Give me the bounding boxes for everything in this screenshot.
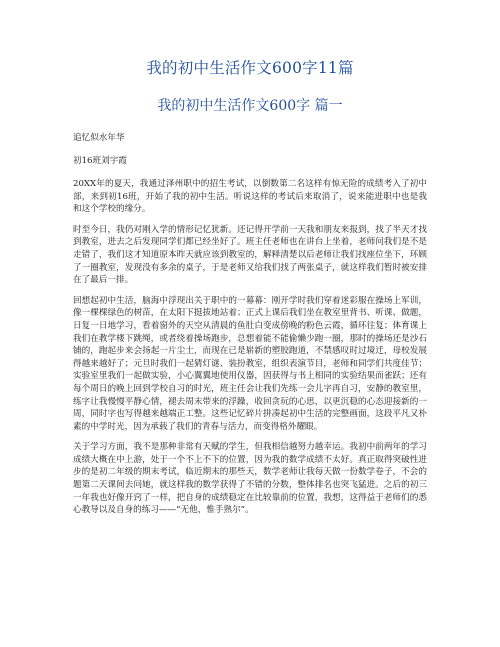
paragraph-2: 时至今日，我仍对刚入学的情形记忆犹新。还记得开学前一天我和朋友来报到，找了半天才找到教室，进去之后发现同学们都已经坐好了。班主任老师也在讲台上坐着，老师问我们是不是走错了，我们这才知道原本昨天就应该到教室的，解释清楚以后老师让我们找座位坐下，环顾了一圈教室，发现没有多余的桌子，于是老师又给我们找了两张桌子，就这样我们暂时被安排在了最后一排。 — [73, 224, 427, 286]
paragraph-3: 回想起初中生活，脑海中浮现出关于职中的一幕幕：刚开学时我们穿着迷彩服在操场上军训，像一棵棵绿色的树苗，在太阳下挺拔地站着；正式上课后我们坐在教室里背书、听课、做题，日复一日地学习，看着窗外的天空从清晨的鱼肚白变成傍晚的粉色云霞，循环往复；体育课上我们在教学楼下跳绳，或者绕着操场跑步，总想着能不能偷懒少跑一圈，那时的操场还是沙石铺的，跑起步来会扬起一片尘土，而现在已是崭新的塑胶跑道，不禁感叹时过境迁，母校发展得越来越好了；元旦时我们一起猜灯谜、装扮教室，组织表演节目，老师和同学们共度佳节；实验室里我们一起做实验，小心翼翼地使用仪器，因获得与书上相同的实验结果而雀跃；还有每个周日的晚上回到学校自习的时光，班主任会让我们先练一会儿字再自习，安静的教室里，练字让我慢慢平静心情，褪去周末带来的浮躁，收回贪玩的心思，以更沉稳的心态迎接新的一周，同时字也写得越来越端正工整。这些记忆碎片拼凑起初中生活的完整画面，这段平凡又朴素的中学时光，因为承载了我们的青春与活力，而变得格外耀眼。 — [73, 295, 427, 432]
paragraph-1: 20XX年的夏天，我通过泽州职中的招生考试，以倒数第二名这样有惊无险的成绩考入了初中部，来到初16班，开始了我的初中生活。听说这样的考试后来取消了，说来能进职中也是我和这个学校的缘分。 — [73, 179, 427, 215]
document-title: 我的初中生活作文600字11篇 — [146, 59, 354, 77]
section-title: 我的初中生活作文600字 篇一 — [157, 98, 343, 114]
author-line: 初16班刘宇霞 — [73, 156, 127, 166]
essay-title: 追忆似水年华 — [73, 133, 125, 143]
paragraph-4: 关于学习方面，我不是那种非常有天赋的学生，但我相信越努力越幸运。我初中前两年的学习成绩大概在中上游，处于一个不上不下的位置，因为我的数学成绩不太好。真正取得突破性进步的是初二年级的期末考试，临近期末的那些天，数学老师让我每天做一份数学卷子，不会的题第二天课间去问她，就这样我的数学获得了不错的分数，整体排名也突飞猛进。之后的初三一年我也好像开窍了一样，把自身的成绩稳定在比较靠前的位置，我想，这得益于老师们的悉心教导以及自身的练习——“无他，惟手熟尔”。 — [73, 442, 427, 516]
